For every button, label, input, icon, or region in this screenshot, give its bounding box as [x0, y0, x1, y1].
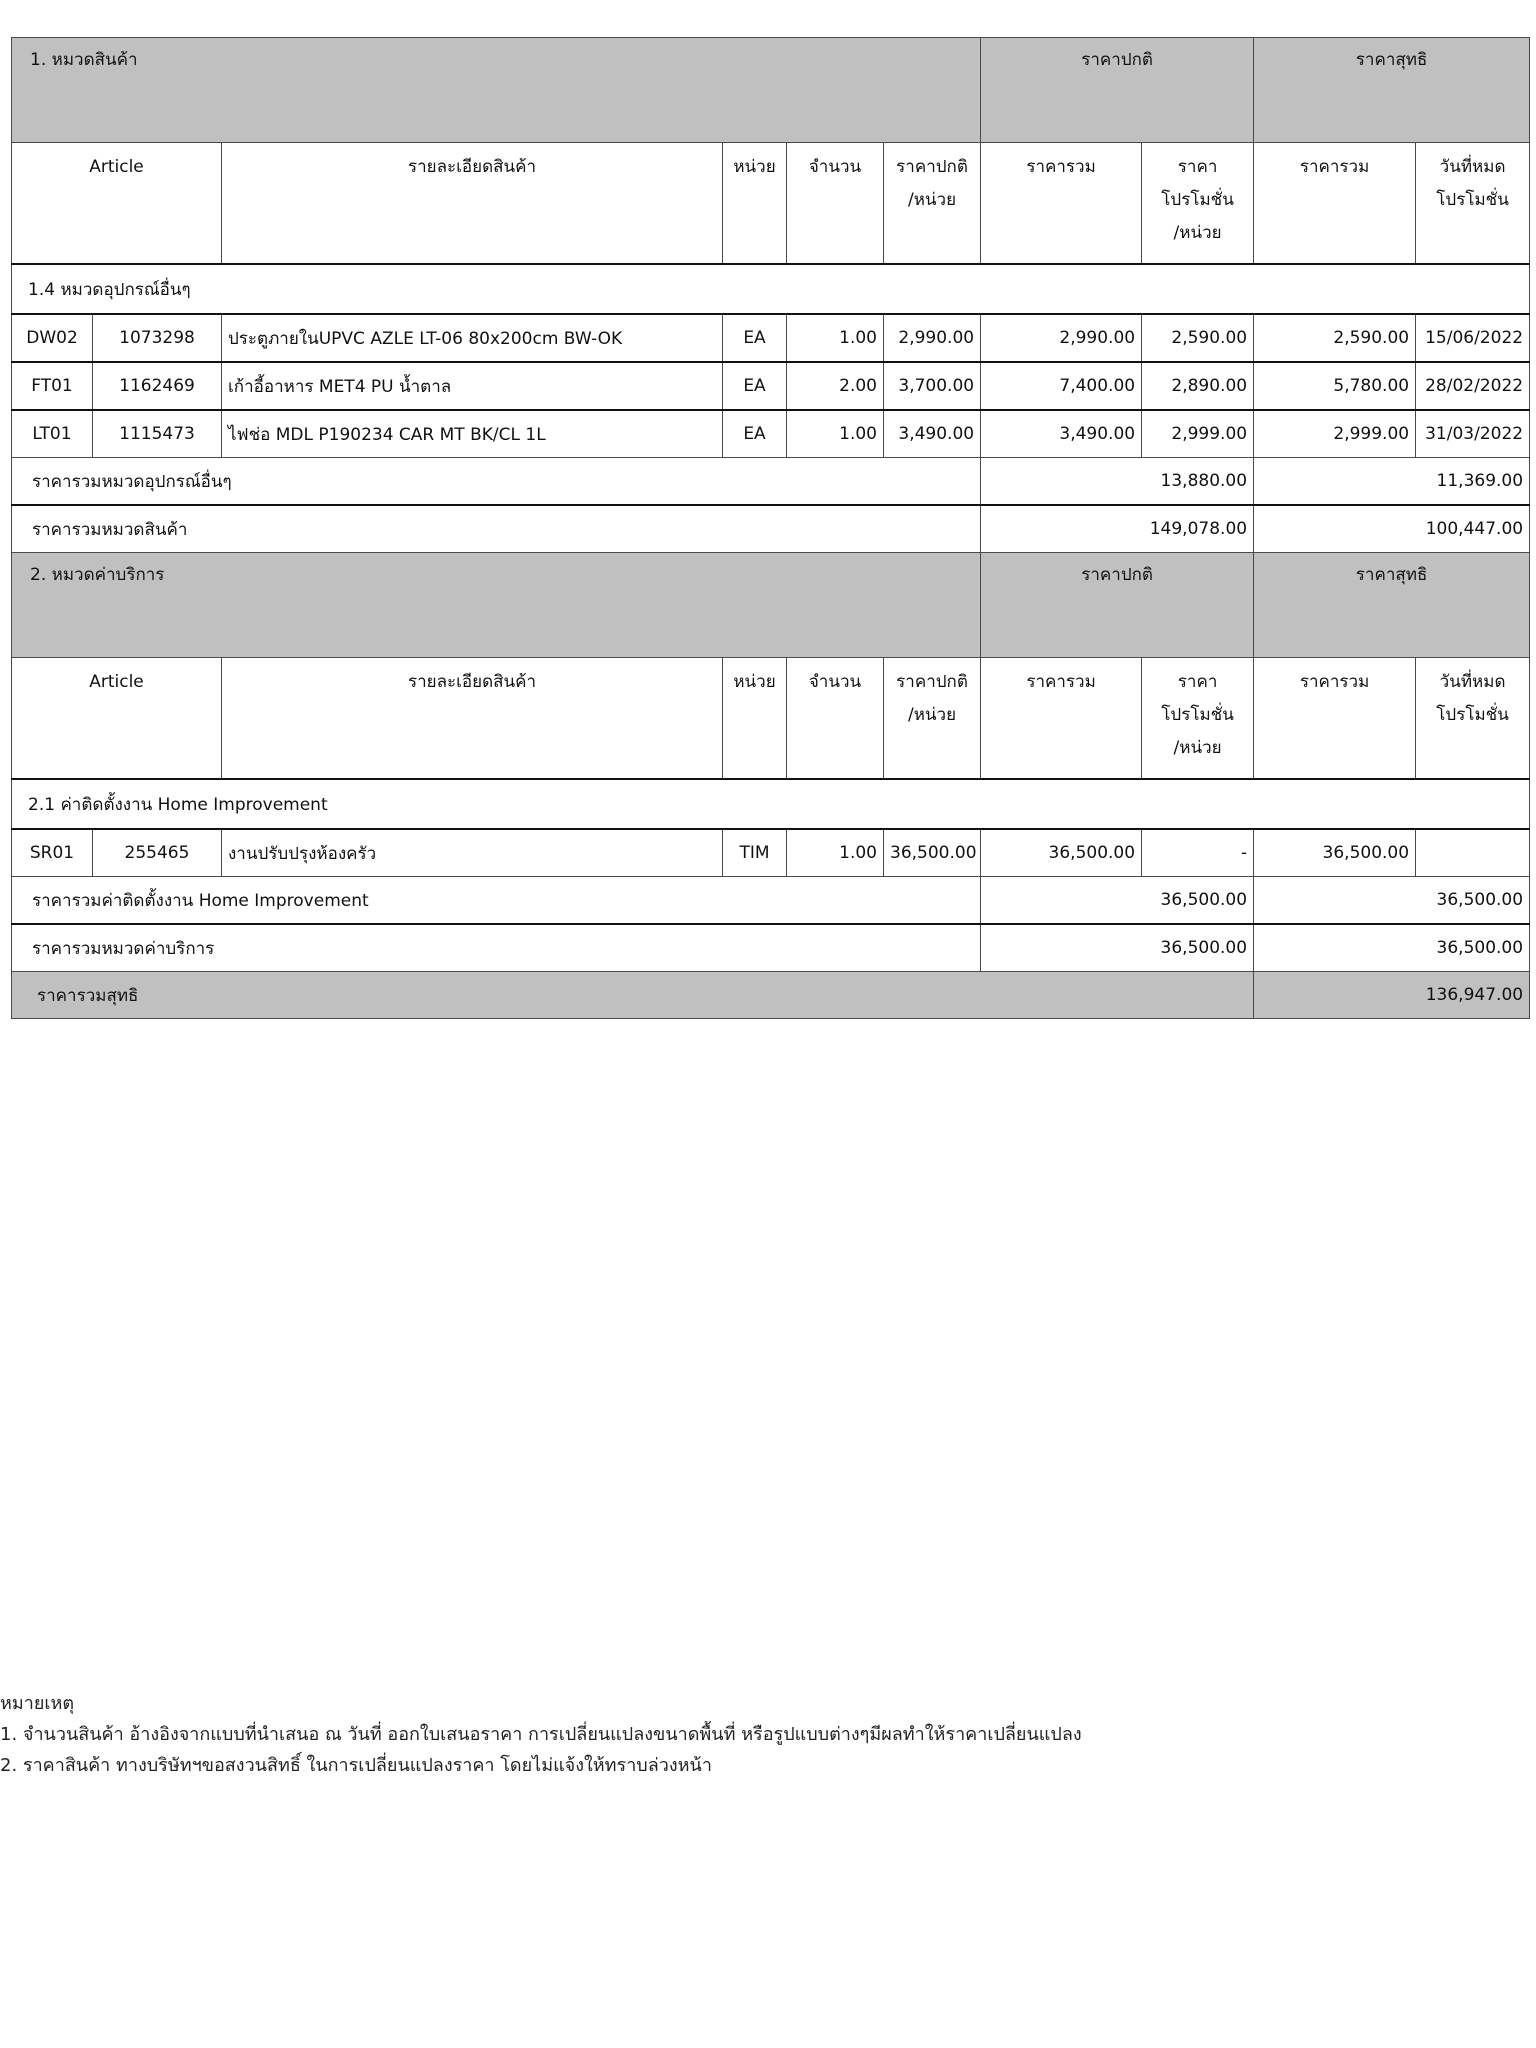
normal-price-header: ราคาปกติ	[981, 38, 1254, 143]
item-description: งานปรับปรุงห้องครัว	[222, 829, 723, 877]
item-unit: EA	[723, 362, 787, 410]
item-promo-end-date: 31/03/2022	[1416, 410, 1530, 458]
item-code: DW02	[12, 314, 93, 362]
subcategory-row	[12, 264, 1530, 314]
item-qty: 2.00	[787, 362, 884, 410]
item-normal-total: 2,990.00	[981, 314, 1142, 362]
table-row	[12, 829, 1530, 877]
item-normal-total: 3,490.00	[981, 410, 1142, 458]
item-promo-end-date: 28/02/2022	[1416, 362, 1530, 410]
item-normal-total: 7,400.00	[981, 362, 1142, 410]
table-row	[12, 314, 1530, 362]
col-promo-end-date: วันที่หมด โปรโมชั่น	[1416, 658, 1530, 780]
table-row	[12, 410, 1530, 458]
grand-total-row	[12, 972, 1530, 1019]
item-code: SR01	[12, 829, 93, 877]
col-article: Article	[12, 658, 222, 780]
item-promo-total: 5,780.00	[1254, 362, 1416, 410]
subcategory-row	[12, 779, 1530, 829]
subtotal-normal: 36,500.00	[981, 877, 1254, 925]
col-normal-total: ราคารวม	[981, 143, 1142, 265]
col-description: รายละเอียดสินค้า	[222, 658, 723, 780]
item-promo-end-date	[1416, 829, 1530, 877]
section-title: 2. หมวดค่าบริการ	[12, 553, 981, 658]
col-promo-total: ราคารวม	[1254, 658, 1416, 780]
col-normal-total: ราคารวม	[981, 658, 1142, 780]
category-total-row	[12, 924, 1530, 972]
item-article: 1162469	[93, 362, 222, 410]
item-normal-unit-price: 3,490.00	[884, 410, 981, 458]
notes-title: หมายเหตุ	[0, 1693, 75, 1714]
category-total-net: 100,447.00	[1254, 505, 1530, 553]
col-promo-total: ราคารวม	[1254, 143, 1416, 265]
section-header-row	[12, 553, 1530, 658]
item-code: LT01	[12, 410, 93, 458]
col-unit: หน่วย	[723, 658, 787, 780]
item-qty: 1.00	[787, 314, 884, 362]
item-promo-unit-price: 2,890.00	[1142, 362, 1254, 410]
item-unit: EA	[723, 410, 787, 458]
item-normal-total: 36,500.00	[981, 829, 1142, 877]
item-description: เก้าอี้อาหาร MET4 PU น้ำตาล	[222, 362, 723, 410]
col-promo-unit-price: ราคา โปรโมชั่น /หน่วย	[1142, 658, 1254, 780]
subtotal-net: 36,500.00	[1254, 877, 1530, 925]
category-total-row	[12, 505, 1530, 553]
item-qty: 1.00	[787, 410, 884, 458]
item-normal-unit-price: 2,990.00	[884, 314, 981, 362]
subcategory-title: 2.1 ค่าติดตั้งงาน Home Improvement	[12, 779, 1530, 829]
item-normal-unit-price: 36,500.00	[884, 829, 981, 877]
category-total-label: ราคารวมหมวดสินค้า	[12, 505, 981, 553]
subtotal-row	[12, 458, 1530, 506]
item-article: 1115473	[93, 410, 222, 458]
item-normal-unit-price: 3,700.00	[884, 362, 981, 410]
subtotal-normal: 13,880.00	[981, 458, 1254, 506]
col-unit: หน่วย	[723, 143, 787, 265]
col-article: Article	[12, 143, 222, 265]
item-promo-unit-price: -	[1142, 829, 1254, 877]
net-price-header: ราคาสุทธิ	[1254, 553, 1530, 658]
net-price-header: ราคาสุทธิ	[1254, 38, 1530, 143]
column-header-row	[12, 658, 1530, 780]
normal-price-header: ราคาปกติ	[981, 553, 1254, 658]
col-qty: จำนวน	[787, 658, 884, 780]
note-line: 1. จำนวนสินค้า อ้างอิงจากแบบที่นำเสนอ ณ วันที่ ออกใบเสนอราคา การเปลี่ยนแปลงขนาดพื้นที่ หรือรูปแบบต่างๆมีผลทำให้ราคาเปลี่ยนแปลง	[0, 1724, 1082, 1745]
item-article: 255465	[93, 829, 222, 877]
col-promo-end-date: วันที่หมด โปรโมชั่น	[1416, 143, 1530, 265]
column-header-row	[12, 143, 1530, 265]
category-total-net: 36,500.00	[1254, 924, 1530, 972]
item-promo-total: 2,590.00	[1254, 314, 1416, 362]
col-normal-unit-price: ราคาปกติ /หน่วย	[884, 658, 981, 780]
section-header-row	[12, 38, 1530, 143]
item-promo-total: 36,500.00	[1254, 829, 1416, 877]
item-unit: TIM	[723, 829, 787, 877]
item-promo-end-date: 15/06/2022	[1416, 314, 1530, 362]
subcategory-title: 1.4 หมวดอุปกรณ์อื่นๆ	[12, 264, 1530, 314]
item-code: FT01	[12, 362, 93, 410]
item-promo-unit-price: 2,999.00	[1142, 410, 1254, 458]
item-description: ไฟช่อ MDL P190234 CAR MT BK/CL 1L	[222, 410, 723, 458]
col-normal-unit-price: ราคาปกติ /หน่วย	[884, 143, 981, 265]
table-row	[12, 362, 1530, 410]
item-article: 1073298	[93, 314, 222, 362]
col-description: รายละเอียดสินค้า	[222, 143, 723, 265]
category-total-normal: 36,500.00	[981, 924, 1254, 972]
item-unit: EA	[723, 314, 787, 362]
grand-total-value: 136,947.00	[1254, 972, 1530, 1019]
subtotal-row	[12, 877, 1530, 925]
item-promo-unit-price: 2,590.00	[1142, 314, 1254, 362]
subtotal-net: 11,369.00	[1254, 458, 1530, 506]
item-promo-total: 2,999.00	[1254, 410, 1416, 458]
category-total-label: ราคารวมหมวดค่าบริการ	[12, 924, 981, 972]
note-line: 2. ราคาสินค้า ทางบริษัทฯขอสงวนสิทธิ์ ในการเปลี่ยนแปลงราคา โดยไม่แจ้งให้ทราบล่วงหน้า	[0, 1755, 712, 1776]
category-total-normal: 149,078.00	[981, 505, 1254, 553]
section-title: 1. หมวดสินค้า	[12, 38, 981, 143]
grand-total-label: ราคารวมสุทธิ	[12, 972, 1254, 1019]
subtotal-label: ราคารวมหมวดอุปกรณ์อื่นๆ	[12, 458, 981, 506]
col-promo-unit-price: ราคา โปรโมชั่น /หน่วย	[1142, 143, 1254, 265]
notes-section	[0, 1688, 1082, 1781]
subtotal-label: ราคารวมค่าติดตั้งงาน Home Improvement	[12, 877, 981, 925]
item-qty: 1.00	[787, 829, 884, 877]
quotation-table	[11, 37, 1530, 1019]
item-description: ประตูภายในUPVC AZLE LT-06 80x200cm BW-OK	[222, 314, 723, 362]
col-qty: จำนวน	[787, 143, 884, 265]
